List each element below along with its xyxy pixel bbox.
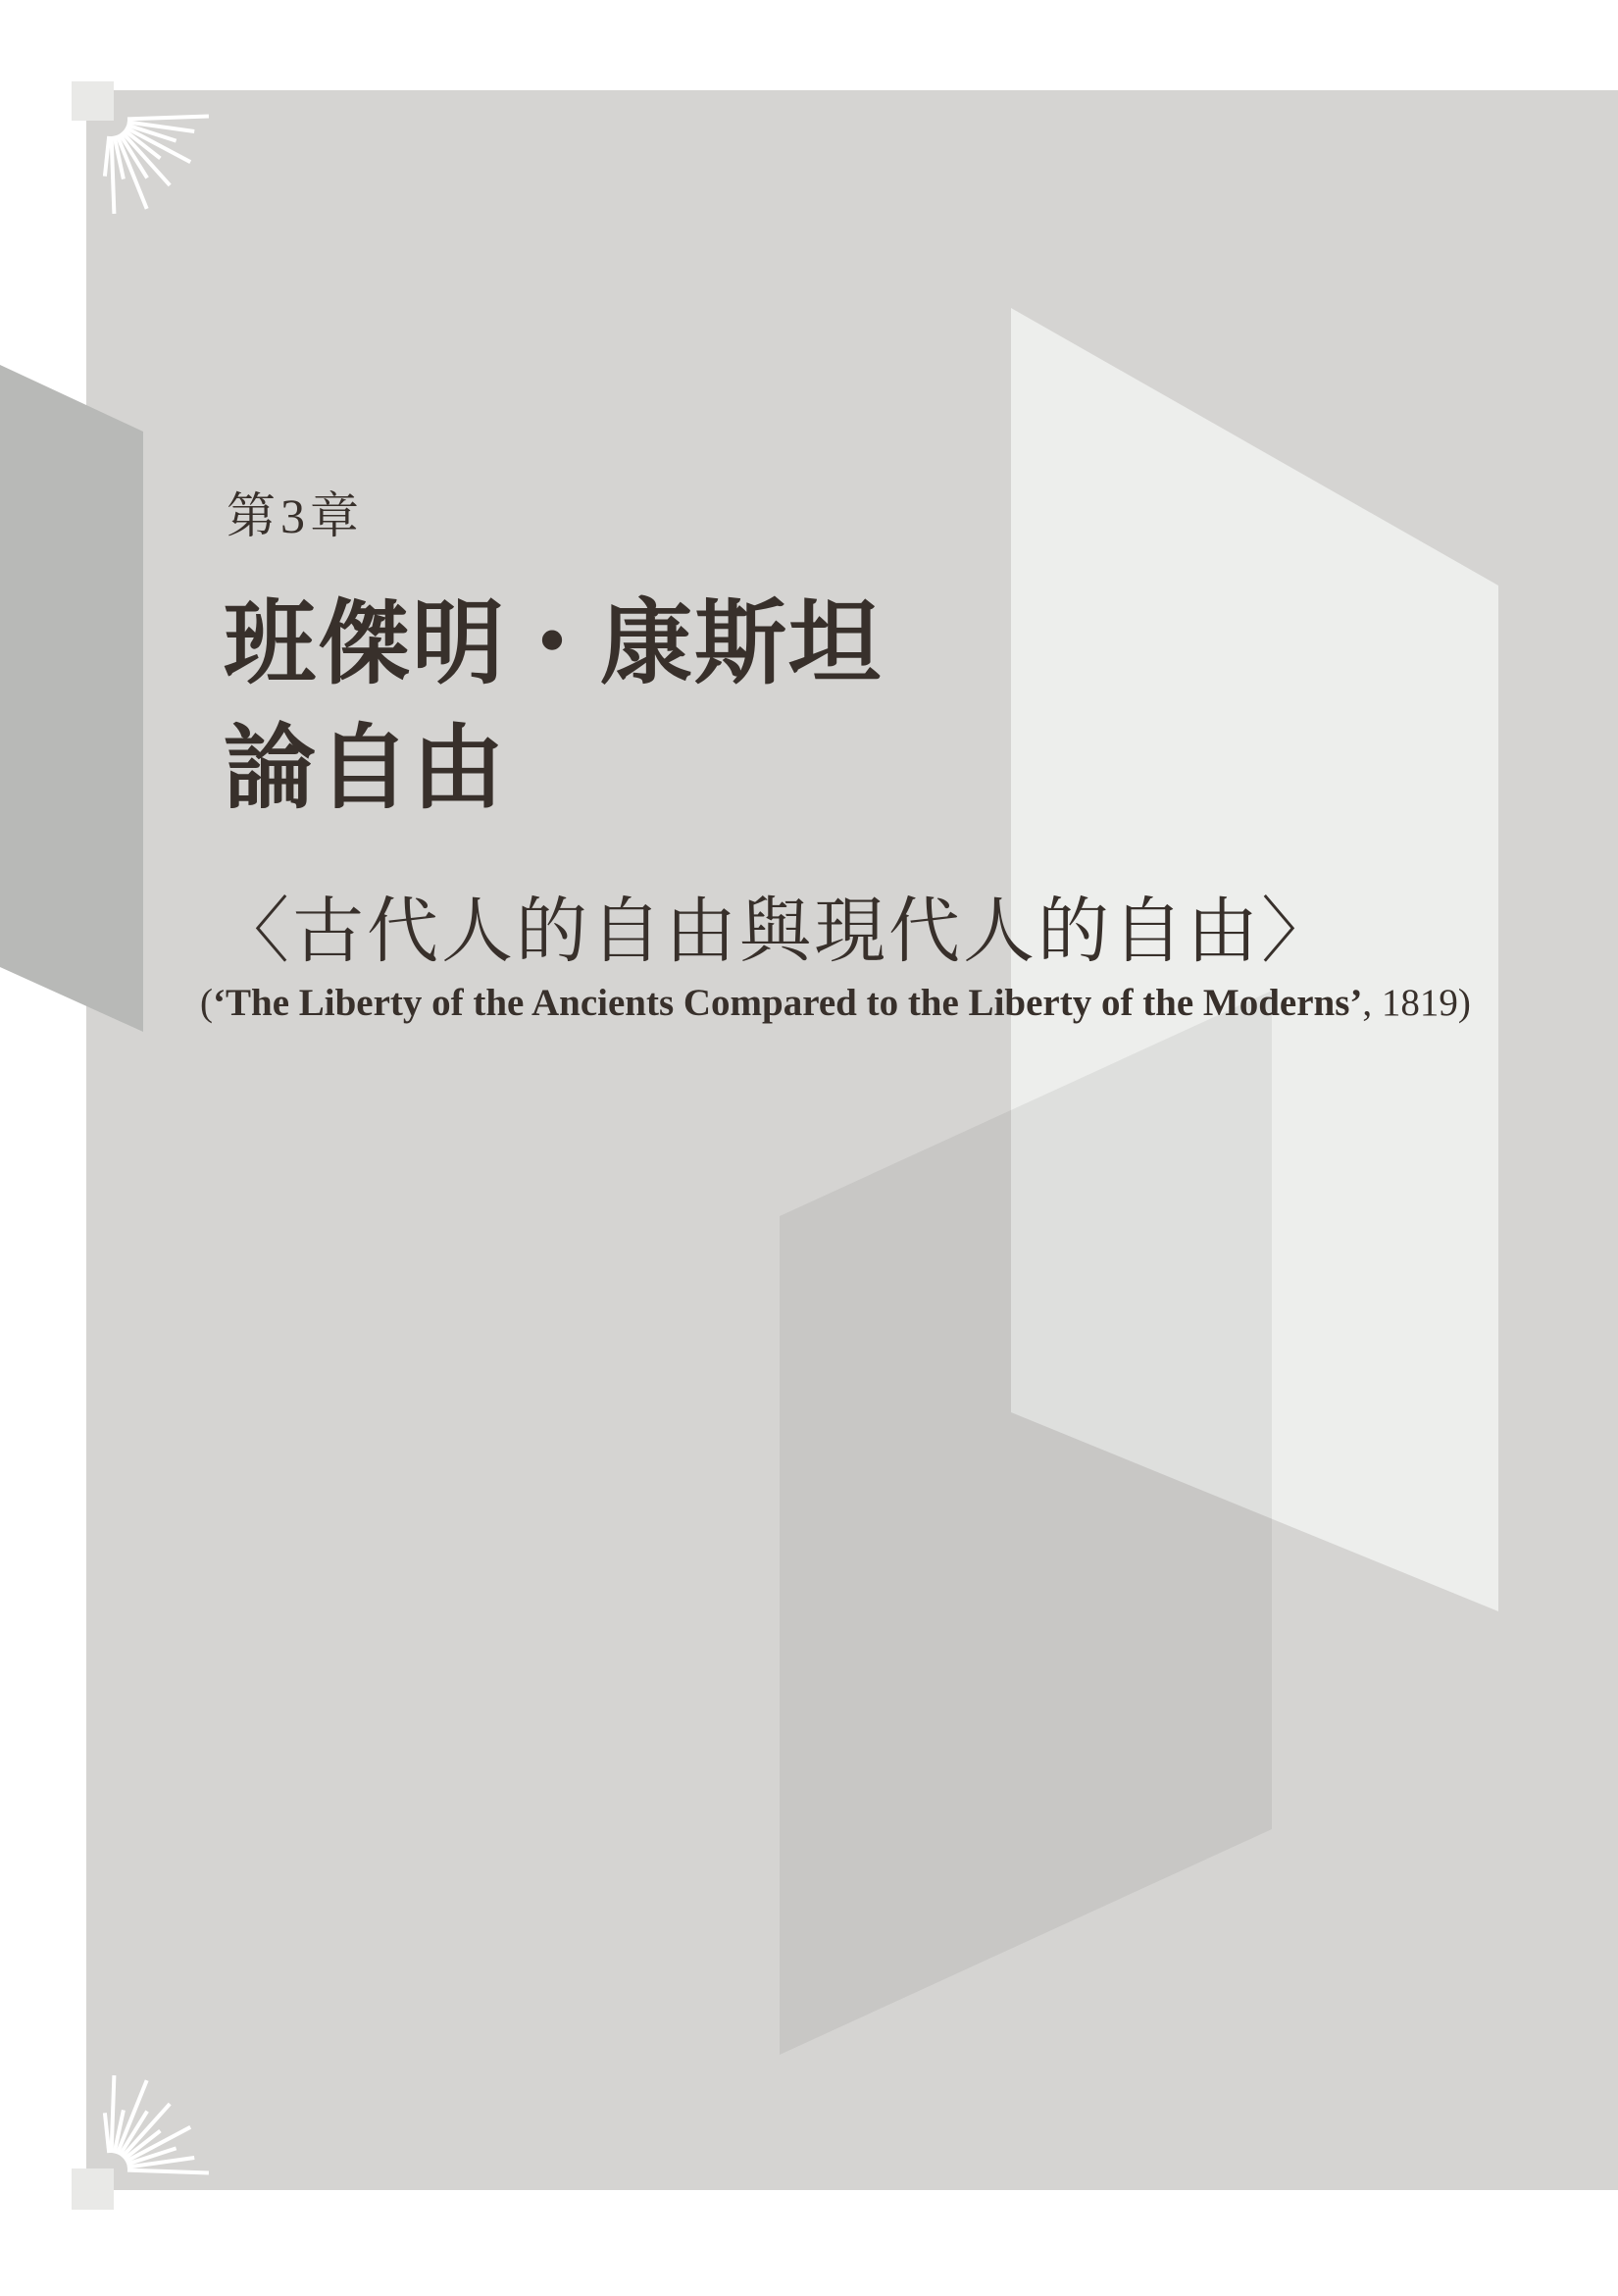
book-title-line1: 班傑明・康斯坦 xyxy=(224,593,884,695)
left-dark-quad xyxy=(0,365,143,1032)
ray-burst-top-ray-9 xyxy=(112,136,115,214)
ray-burst-bottom-ray-9 xyxy=(112,2075,115,2153)
citation-quoted-title: ‘The Liberty of the Ancients Compared to the Liberty of the Moderns’ xyxy=(213,982,1363,1024)
book-title-line2: 論自由 xyxy=(224,718,507,820)
subtitle: 〈古代人的自由與現代人的自由〉 xyxy=(218,892,1336,971)
book-title xyxy=(224,583,883,832)
citation-line xyxy=(200,981,1471,1025)
citation-open-paren: ( xyxy=(200,982,213,1024)
citation-year: , 1819) xyxy=(1362,982,1471,1024)
corner-square-top xyxy=(72,81,114,121)
chapter-label: 第3章 xyxy=(227,488,364,543)
corner-square-bottom xyxy=(72,2168,114,2210)
